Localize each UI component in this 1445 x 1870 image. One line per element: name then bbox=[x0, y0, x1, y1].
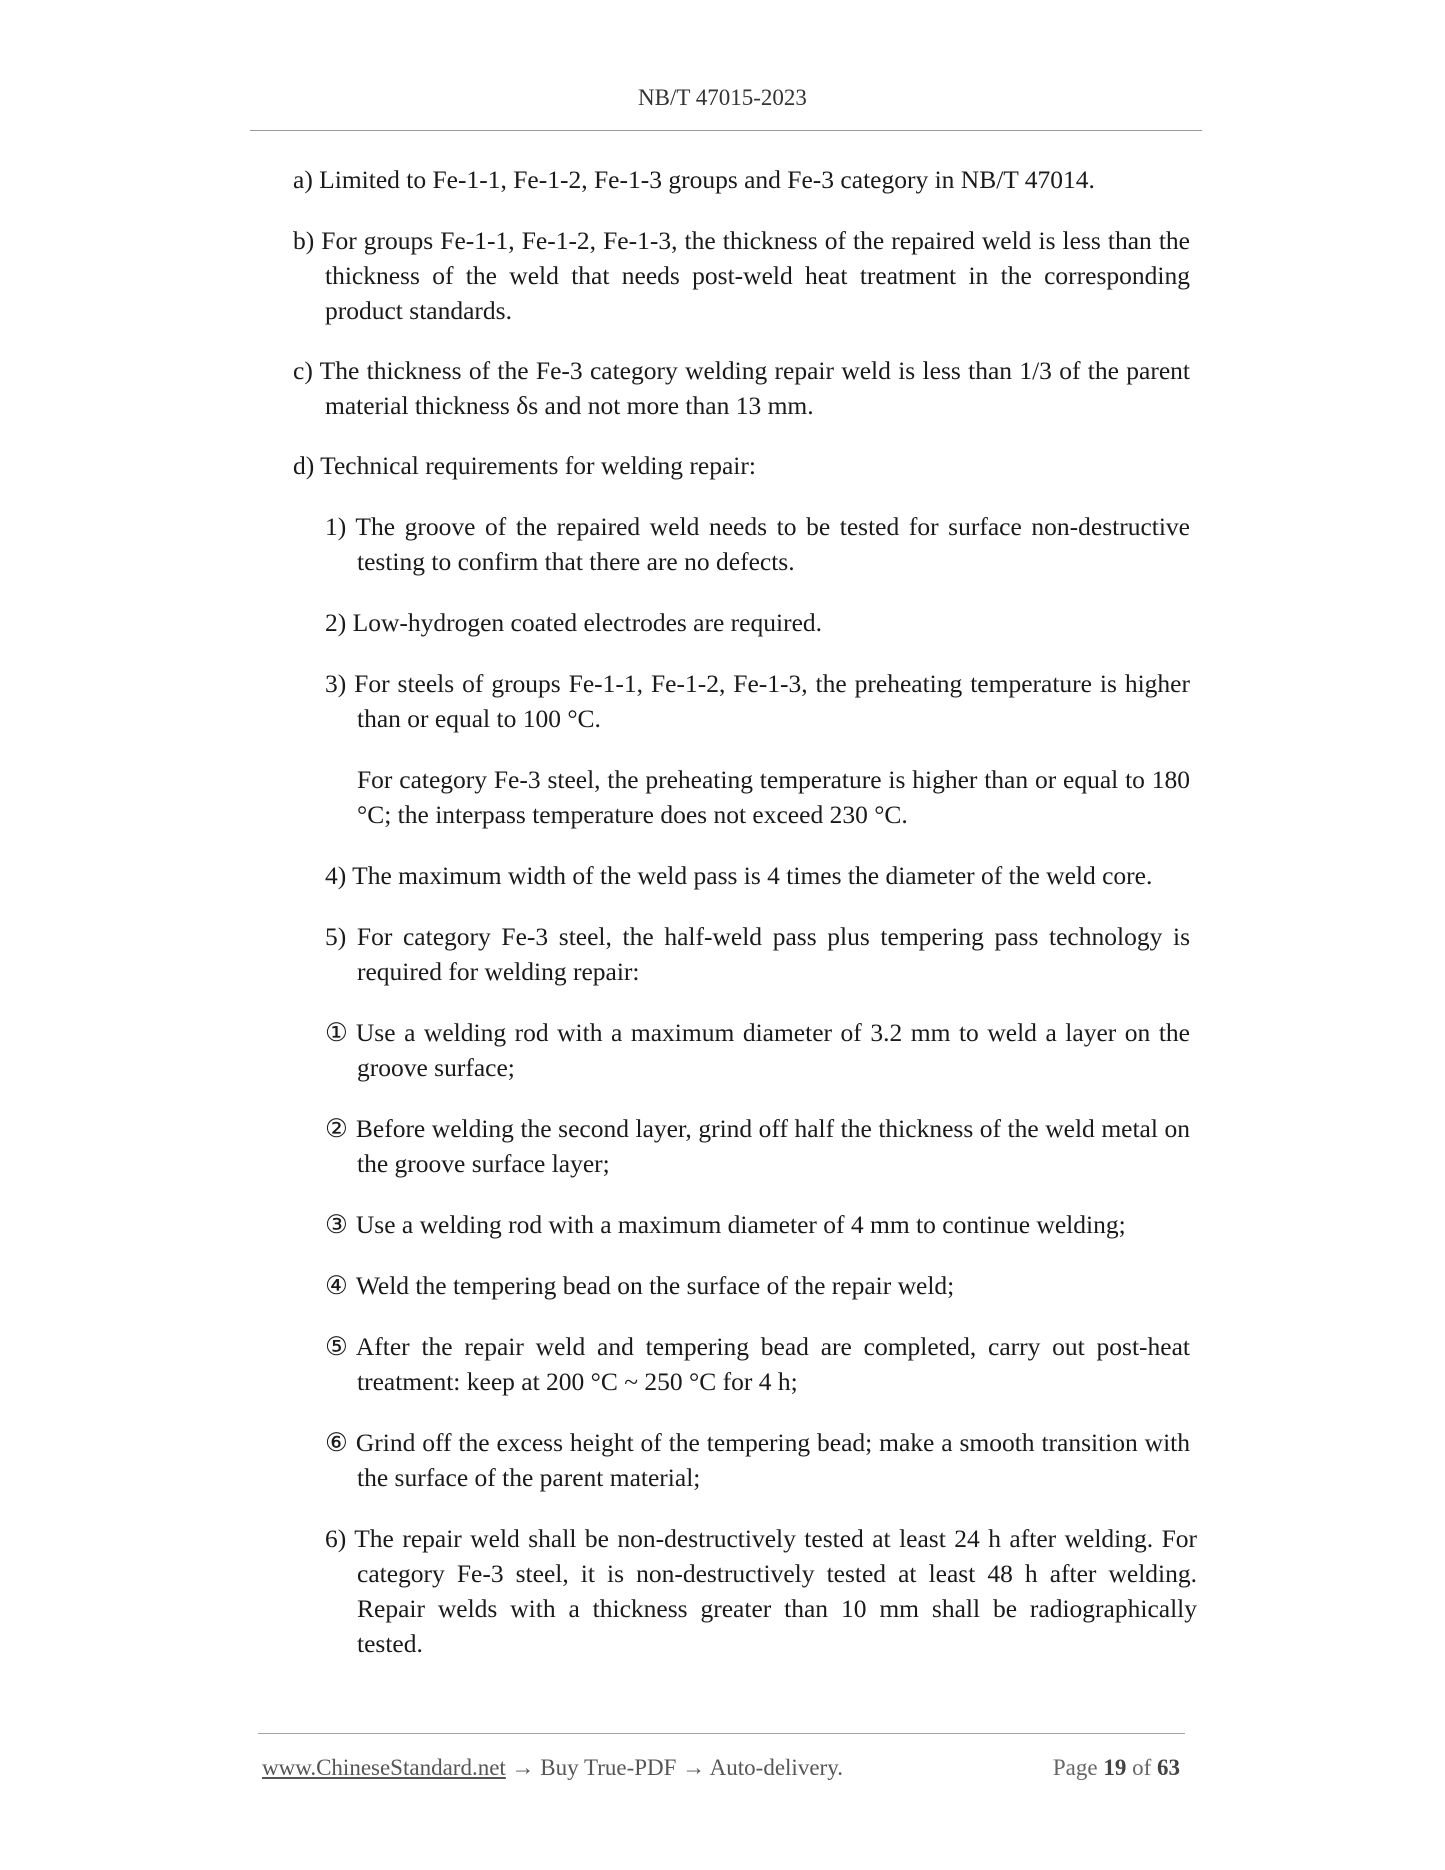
step-2-text: Before welding the second layer, grind off half the thickness of the weld metal on the groove surface layer; bbox=[355, 1114, 1190, 1178]
item-d2: 2) Low-hydrogen coated electrodes are required. bbox=[325, 608, 823, 637]
step-3-number: ③ bbox=[325, 1210, 348, 1239]
step-1-text: Use a welding rod with a maximum diameter of 3.2 mm to weld a layer on the groove surface; bbox=[355, 1018, 1190, 1082]
step-4-number: ④ bbox=[325, 1271, 348, 1300]
step-1-number: ① bbox=[325, 1018, 348, 1047]
page-label: Page bbox=[1052, 1755, 1098, 1780]
buy-pdf-text: Buy True-PDF bbox=[540, 1755, 677, 1780]
step-3-text: Use a welding rod with a maximum diameter of 4 mm to continue welding; bbox=[355, 1210, 1126, 1239]
item-d1: 1) The groove of the repaired weld needs to be tested for surface non-destructive testing to confirm that there are no defects. bbox=[325, 512, 1190, 576]
step-5-text: After the repair weld and tempering bead are completed, carry out post-heat treatment: keep at 200 °C ~ 250 °C for 4 h; bbox=[355, 1332, 1190, 1396]
step-6 bbox=[325, 1425, 1190, 1495]
clause-c: c) The thickness of the Fe-3 category welding repair weld is less than 1/3 of the parent material thickness δs and not more than 13 mm. bbox=[293, 356, 1190, 420]
document-code: NB/T 47015-2023 bbox=[638, 85, 807, 110]
footer-divider bbox=[258, 1733, 1185, 1734]
footer-promo bbox=[262, 1755, 843, 1781]
clause-b: b) For groups Fe-1-1, Fe-1-2, Fe-1-3, the thickness of the repaired weld is less than the thickness of the weld that needs post-weld heat treatment in the corresponding product standards. bbox=[293, 226, 1190, 325]
step-6-text: Grind off the excess height of the tempering bead; make a smooth transition with the surface of the parent material; bbox=[355, 1428, 1190, 1492]
item-d6: 6) The repair weld shall be non-destructively tested at least 24 h after welding. For category Fe-3 steel, it is non-destructively tested at least 48 h after welding. Repair welds with a thickness greater than 10 mm shall be radiographically tested. bbox=[325, 1524, 1197, 1658]
page-counter bbox=[1053, 1755, 1180, 1781]
auto-delivery-text: Auto-delivery. bbox=[709, 1755, 843, 1780]
website-link[interactable]: www.ChineseStandard.net bbox=[262, 1755, 506, 1780]
step-4-text: Weld the tempering bead on the surface of the repair weld; bbox=[355, 1271, 955, 1300]
item-d4: 4) The maximum width of the weld pass is 4 times the diameter of the weld core. bbox=[325, 861, 1153, 890]
arrow-right-icon: → bbox=[682, 1755, 706, 1780]
step-5-number: ⑤ bbox=[325, 1332, 348, 1361]
step-4 bbox=[325, 1268, 1190, 1303]
step-3 bbox=[325, 1207, 1190, 1242]
step-2 bbox=[325, 1111, 1190, 1181]
current-page: 19 bbox=[1103, 1755, 1127, 1780]
clause-d: d) Technical requirements for welding repair: bbox=[293, 451, 756, 480]
of-label: of bbox=[1132, 1755, 1152, 1780]
clause-a: a) Limited to Fe-1-1, Fe-1-2, Fe-1-3 groups and Fe-3 category in NB/T 47014. bbox=[293, 165, 1095, 194]
arrow-right-icon: → bbox=[511, 1755, 535, 1780]
step-2-number: ② bbox=[325, 1114, 348, 1143]
item-d3-note: For category Fe-3 steel, the preheating temperature is higher than or equal to 180 °C; the interpass temperature does not exceed 230 °C. bbox=[357, 765, 1190, 829]
step-5 bbox=[325, 1329, 1190, 1399]
step-1 bbox=[325, 1015, 1190, 1085]
item-d5: 5) For category Fe-3 steel, the half-weld pass plus tempering pass technology is required for welding repair: bbox=[325, 922, 1190, 986]
item-d3: 3) For steels of groups Fe-1-1, Fe-1-2, Fe-1-3, the preheating temperature is higher than or equal to 100 °C. bbox=[325, 669, 1190, 733]
step-6-number: ⑥ bbox=[325, 1428, 348, 1457]
total-pages: 63 bbox=[1157, 1755, 1180, 1780]
